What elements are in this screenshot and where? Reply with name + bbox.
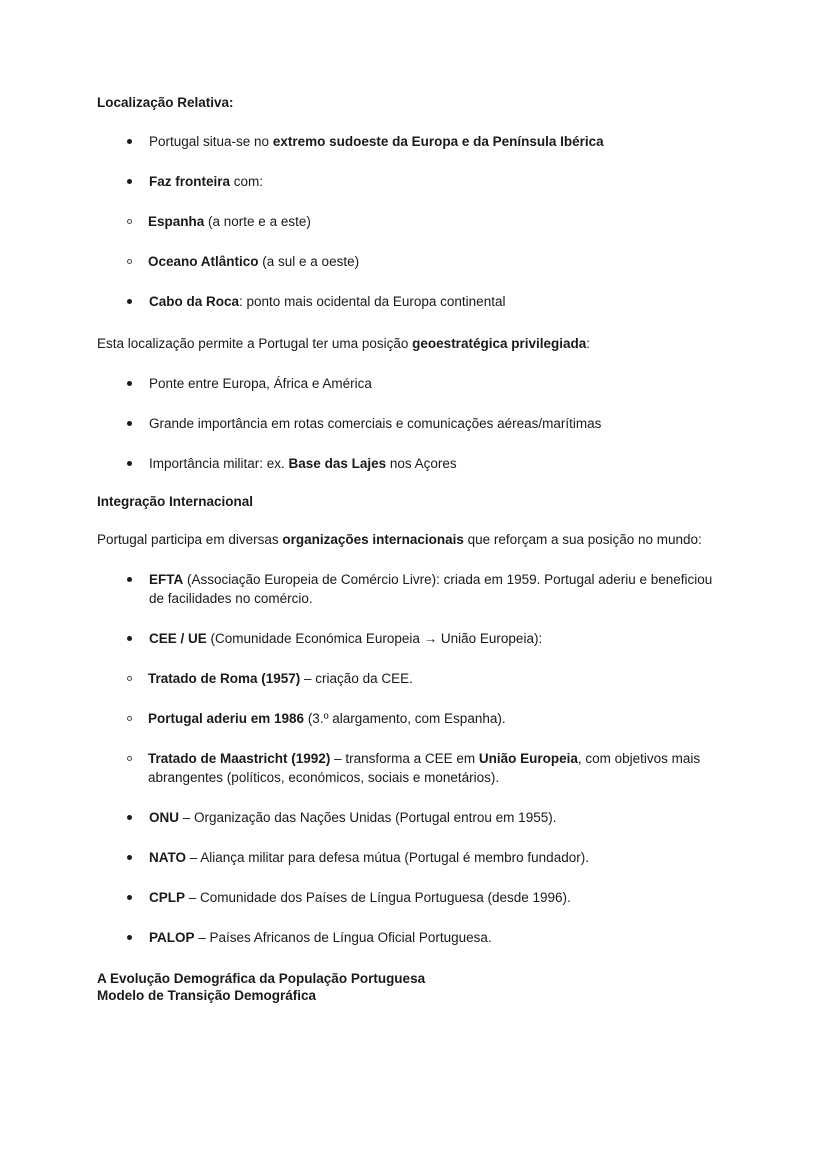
text-palop-bold: PALOP [149, 930, 195, 945]
section-heading-integracao-internacional: Integração Internacional [97, 494, 254, 509]
text-cplp-bold: CPLP [149, 890, 186, 905]
text-portugal-situa-bold: extremo sudoeste da Europa e da Península Ibérica [272, 134, 604, 149]
text-oceano-plain: (a sul e a oeste) [258, 254, 360, 269]
section-heading-localizacao-relativa: Localização Relativa: [97, 95, 234, 110]
text-palop-plain: – Países Africanos de Língua Oficial Portuguesa. [194, 930, 492, 945]
text-maastricht-plain1: – transforma a CEE em [330, 751, 479, 766]
text-adesao-1986-plain: (3.º alargamento, com Espanha). [304, 711, 506, 726]
text-cabo-da-roca-plain: : ponto mais ocidental da Europa continental [239, 294, 506, 309]
bullet-disc-icon [127, 139, 132, 144]
document-body [97, 94, 727, 1004]
list-localizacao [97, 132, 727, 311]
section-heading-modelo-transicao: Modelo de Transição Demográfica [97, 988, 317, 1003]
bullet-circle-icon [127, 259, 132, 264]
bullet-disc-icon [127, 381, 132, 386]
bullet-disc-icon [127, 179, 132, 184]
bullet-disc-icon [127, 935, 132, 940]
bullet-disc-icon [127, 855, 132, 860]
list-item [97, 414, 727, 433]
text-nato-bold: NATO [149, 850, 186, 865]
spacer [97, 191, 727, 212]
text-onu-plain: – Organização das Nações Unidas (Portugal entrou em 1955). [179, 810, 557, 825]
text-intro-bold: organizações internacionais [282, 532, 464, 547]
text-tratado-roma-bold: Tratado de Roma (1957) [148, 671, 301, 686]
text-espanha-bold: Espanha [148, 214, 205, 229]
spacer [97, 231, 727, 252]
bullet-disc-icon [127, 815, 132, 820]
spacer [97, 867, 727, 888]
list-organizacoes [97, 570, 727, 947]
spacer [97, 393, 727, 414]
text-geoestrategica-plain2: : [586, 336, 591, 351]
text-militar-bold: Base das Lajes [288, 456, 387, 471]
text-cee-ue-bold: CEE / UE [149, 631, 207, 646]
text-faz-fronteira-bold: Faz fronteira [149, 174, 231, 189]
list-item [97, 928, 727, 947]
list-item [97, 749, 727, 787]
bullet-disc-icon [127, 577, 132, 582]
list-item [97, 629, 727, 648]
spacer [97, 549, 727, 570]
spacer [97, 787, 727, 808]
text-maastricht-plain2: , com objetivos mais abrangentes (políticos, económicos, sociais e monetários). [148, 751, 701, 785]
bullet-disc-icon [127, 461, 132, 466]
section-heading-evolucao-demografica: A Evolução Demográfica da População Portuguesa [97, 971, 426, 986]
spacer [97, 473, 727, 493]
list-item [97, 292, 727, 311]
text-ponte: Ponte entre Europa, África e América [149, 376, 372, 391]
spacer [97, 353, 727, 374]
list-item [97, 212, 727, 231]
list-item [97, 570, 727, 608]
text-cabo-da-roca-bold: Cabo da Roca [149, 294, 240, 309]
list-item [97, 374, 727, 393]
text-onu-bold: ONU [149, 810, 179, 825]
sublist-tratados [97, 669, 727, 787]
spacer [97, 151, 727, 172]
text-portugal-situa-plain: Portugal situa-se no [149, 134, 273, 149]
bullet-circle-icon [127, 756, 132, 761]
list-item [97, 252, 727, 271]
paragraph-geoestrategica [97, 334, 727, 353]
text-cplp-plain: – Comunidade dos Países de Língua Portuguesa (desde 1996). [185, 890, 571, 905]
text-maastricht-bold2: União Europeia [478, 751, 578, 766]
bullet-disc-icon [127, 299, 132, 304]
bullet-circle-icon [127, 716, 132, 721]
sublist-container [97, 669, 727, 787]
bullet-circle-icon [127, 676, 132, 681]
bullet-circle-icon [127, 219, 132, 224]
spacer [97, 311, 727, 334]
list-item [97, 172, 727, 191]
text-adesao-1986-bold: Portugal aderiu em 1986 [148, 711, 305, 726]
bullet-disc-icon [127, 421, 132, 426]
spacer [97, 510, 727, 530]
text-efta-bold: EFTA [149, 572, 184, 587]
list-item [97, 848, 727, 867]
spacer [97, 608, 727, 629]
list-item [97, 669, 727, 688]
spacer [97, 907, 727, 928]
spacer [97, 947, 727, 970]
text-faz-fronteira-plain: com: [230, 174, 264, 189]
list-item [97, 132, 727, 151]
sublist-fronteiras [97, 212, 727, 271]
text-nato-plain: – Aliança militar para defesa mútua (Portugal é membro fundador). [186, 850, 589, 865]
list-item [97, 888, 727, 907]
text-espanha-plain: (a norte e a este) [204, 214, 311, 229]
text-militar-plain1: Importância militar: ex. [149, 456, 289, 471]
text-geoestrategica-plain1: Esta localização permite a Portugal ter uma posição [97, 336, 413, 351]
text-rotas: Grande importância em rotas comerciais e comunicações aéreas/marítimas [149, 416, 602, 431]
list-item [97, 709, 727, 728]
bullet-disc-icon [127, 636, 132, 641]
spacer [97, 433, 727, 454]
text-intro-plain1: Portugal participa em diversas [97, 532, 283, 547]
text-oceano-bold: Oceano Atlântico [148, 254, 259, 269]
text-tratado-roma-plain: – criação da CEE. [300, 671, 413, 686]
text-cee-ue-plain: (Comunidade Económica Europeia → União Europeia): [206, 631, 543, 646]
spacer [97, 648, 727, 669]
text-maastricht-bold1: Tratado de Maastricht (1992) [148, 751, 331, 766]
spacer [97, 728, 727, 749]
list-vantagens [97, 374, 727, 473]
spacer [97, 688, 727, 709]
list-item [97, 808, 727, 827]
spacer [97, 271, 727, 292]
paragraph-intro-organizacoes [97, 530, 727, 549]
spacer [97, 827, 727, 848]
text-efta-plain: (Associação Europeia de Comércio Livre): criada em 1959. Portugal aderiu e beneficiou de facilidades no comércio. [149, 572, 713, 606]
spacer [97, 111, 727, 132]
bullet-disc-icon [127, 895, 132, 900]
sublist-container [97, 212, 727, 271]
list-item [97, 454, 727, 473]
text-militar-plain2: nos Açores [386, 456, 457, 471]
text-intro-plain2: que reforçam a sua posição no mundo: [463, 532, 702, 547]
text-geoestrategica-bold: geoestratégica privilegiada [412, 336, 587, 351]
